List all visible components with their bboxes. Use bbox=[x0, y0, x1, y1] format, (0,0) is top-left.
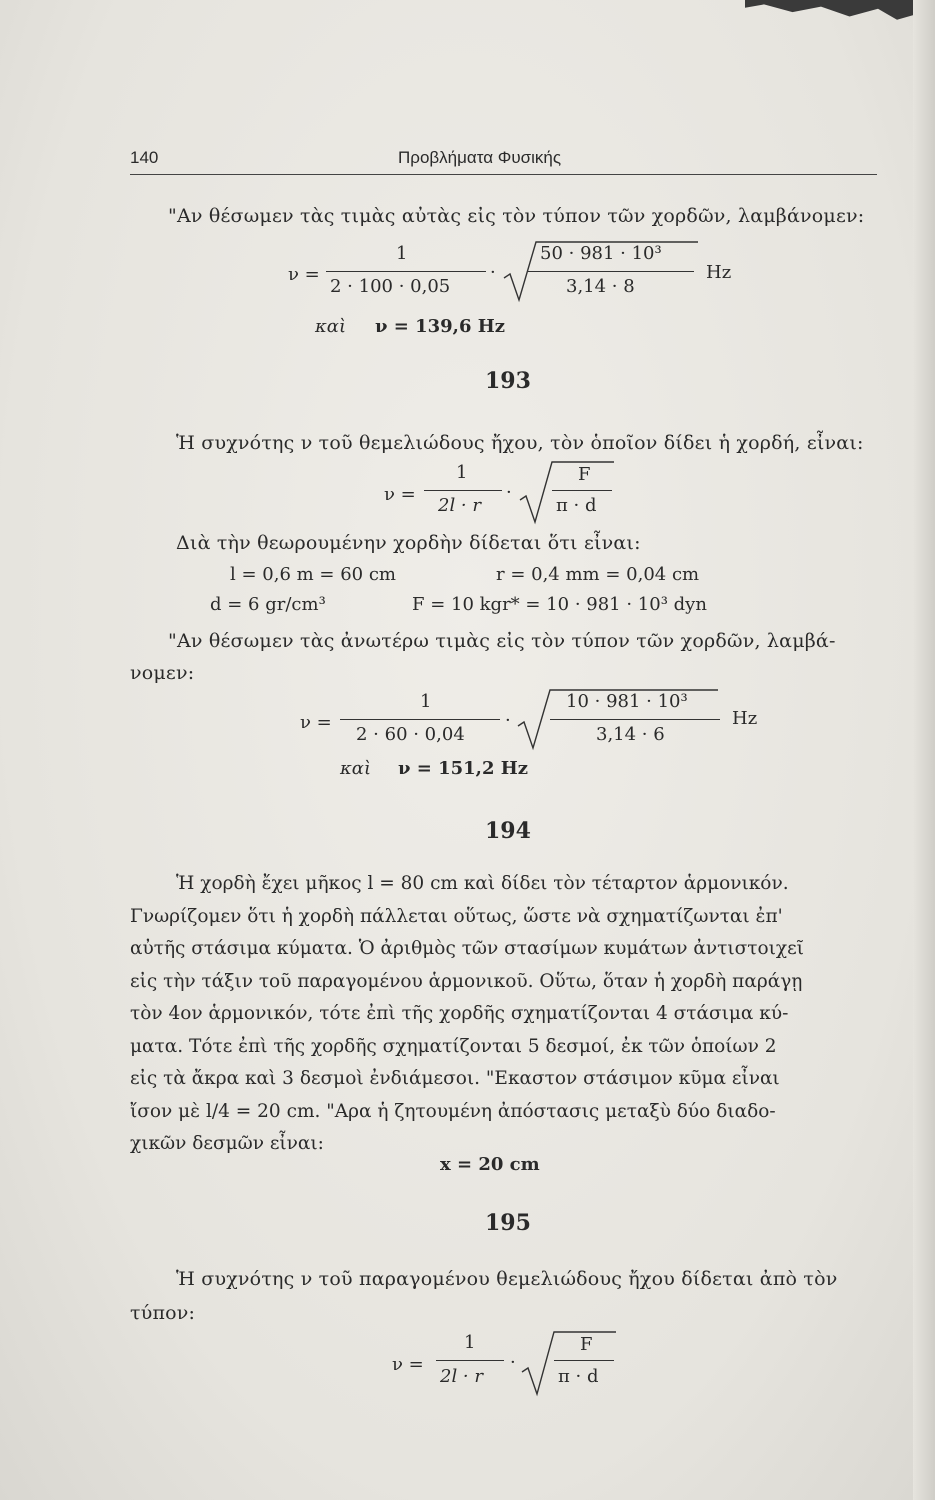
radicand-numerator: F bbox=[580, 1334, 593, 1355]
intro-195-line2: τύπον: bbox=[130, 1302, 196, 1324]
text-line: εἰς τὴν τάξιν τοῦ παραγομένου ἁρμονικοῦ. Οὕτω, ὅταν ἡ χορδὴ παράγῃ bbox=[130, 970, 803, 992]
fraction-bar bbox=[424, 490, 502, 491]
radicand-bar bbox=[554, 1360, 614, 1361]
radicand-denominator: 3,14 · 6 bbox=[596, 724, 665, 745]
multiply-dot: · bbox=[505, 710, 511, 731]
given-radius: r = 0,4 mm = 0,04 cm bbox=[496, 564, 700, 585]
text-line: Ἡ χορδὴ ἔχει μῆκος l = 80 cm καὶ δίδει τὸν τέταρτον ἁρμονικόν. bbox=[176, 873, 789, 894]
substitution-line-1: "Αν θέσωμεν τὰς ἀνωτέρω τιμὰς εἰς τὸν τύπον τῶν χορδῶν, λαμβά- bbox=[168, 630, 836, 652]
multiply-dot: · bbox=[490, 262, 496, 283]
radicand-numerator: 10 · 981 · 10³ bbox=[566, 691, 688, 712]
page-edge-shadow bbox=[913, 0, 935, 1500]
unit-label: Hz bbox=[706, 262, 732, 283]
text-line: τὸν 4ον ἁρμονικόν, τότε ἐπὶ τῆς χορδῆς σχηματίζονται 4 στάσιμα κύ- bbox=[130, 1003, 789, 1024]
substitution-line-2: νομεν: bbox=[130, 662, 195, 684]
nu-label: ν = bbox=[300, 712, 332, 733]
fraction-bar bbox=[436, 1360, 504, 1361]
text-line: αὐτῆς στάσιμα κύματα. Ὁ ἀριθμὸς τῶν στασίμων κυμάτων ἀντιστοιχεῖ bbox=[130, 938, 804, 959]
given-density: d = 6 gr/cm³ bbox=[210, 594, 326, 615]
fraction-denominator: 2 · 100 · 0,05 bbox=[330, 276, 451, 297]
torn-corner bbox=[745, 0, 935, 22]
radicand-bar bbox=[528, 271, 694, 272]
intro-195-line1: Ἡ συχνότης ν τοῦ παραγομένου θεμελιώδους ἤχου δίδεται ἀπὸ τὸν bbox=[176, 1268, 838, 1290]
section-number-193: 193 bbox=[485, 368, 531, 394]
nu-label: ν = bbox=[384, 484, 416, 505]
text-line: ἴσον μὲ l/4 = 20 cm. "Αρα ἡ ζητουμένη ἀπόστασις μεταξὺ δύο διαδο- bbox=[130, 1100, 776, 1122]
result-194: x = 20 cm bbox=[440, 1154, 540, 1175]
running-header bbox=[130, 148, 877, 175]
kai-label: καὶ bbox=[315, 316, 347, 337]
fraction-denominator: 2 · 60 · 0,04 bbox=[356, 724, 465, 745]
radicand-denominator: 3,14 · 8 bbox=[566, 276, 635, 297]
result-193: ν = 151,2 Hz bbox=[398, 758, 528, 779]
nu-label: ν = bbox=[392, 1354, 424, 1375]
given-force: F = 10 kgr* = 10 · 981 · 10³ dyn bbox=[412, 594, 707, 615]
unit-label: Hz bbox=[732, 708, 758, 729]
radicand-numerator: F bbox=[578, 464, 591, 485]
book-title: Προβλήματα Φυσικής bbox=[398, 148, 562, 167]
fraction-bar bbox=[340, 719, 500, 720]
radicand-denominator: π · d bbox=[558, 1366, 599, 1387]
given-length: l = 0,6 m = 60 cm bbox=[230, 564, 396, 585]
section-number-195: 195 bbox=[485, 1210, 531, 1236]
intro-193: Ἡ συχνότης ν τοῦ θεμελιώδους ἤχου, τὸν ὁποῖον δίδει ἡ χορδή, εἶναι: bbox=[176, 432, 864, 454]
result-192: ν = 139,6 Hz bbox=[375, 316, 505, 337]
text-line: χικῶν δεσμῶν εἶναι: bbox=[130, 1133, 324, 1154]
fraction-numerator: 1 bbox=[396, 243, 408, 264]
nu-label: ν = bbox=[288, 264, 320, 285]
radicand-numerator: 50 · 981 · 10³ bbox=[540, 243, 662, 264]
fraction-bar bbox=[326, 271, 486, 272]
multiply-dot: · bbox=[510, 1352, 516, 1373]
paragraph-194 bbox=[130, 868, 880, 1161]
fraction-numerator: 1 bbox=[456, 462, 468, 483]
fraction-denominator: 2l · r bbox=[440, 1366, 483, 1387]
text-line: Γνωρίζομεν ὅτι ἡ χορδὴ πάλλεται οὕτως, ὥστε νὰ σχηματίζωνται ἐπ' bbox=[130, 905, 783, 927]
fraction-numerator: 1 bbox=[420, 691, 432, 712]
text-line: εἰς τὰ ἄκρα καὶ 3 δεσμοὶ ἐνδιάμεσοι. "Εκαστον στάσιμον κῦμα εἶναι bbox=[130, 1068, 780, 1089]
kai-label: καὶ bbox=[340, 758, 372, 779]
section-number-194: 194 bbox=[485, 818, 531, 844]
square-root-symbol bbox=[520, 1328, 620, 1398]
radicand-denominator: π · d bbox=[556, 495, 597, 516]
radicand-bar bbox=[550, 719, 720, 720]
multiply-dot: · bbox=[506, 482, 512, 503]
given-intro: Διὰ τὴν θεωρουμένην χορδὴν δίδεται ὅτι εἶναι: bbox=[176, 532, 641, 554]
fraction-numerator: 1 bbox=[464, 1332, 476, 1353]
text-line: ματα. Τότε ἐπὶ τῆς χορδῆς σχηματίζονται 5 δεσμοί, ἐκ τῶν ὁποίων 2 bbox=[130, 1035, 777, 1057]
fraction-denominator: 2l · r bbox=[438, 495, 481, 516]
intro-192: "Αν θέσωμεν τὰς τιμὰς αὐτὰς εἰς τὸν τύπον τῶν χορδῶν, λαμβάνομεν: bbox=[168, 205, 865, 227]
radicand-bar bbox=[552, 490, 612, 491]
page-number: 140 bbox=[130, 148, 159, 167]
